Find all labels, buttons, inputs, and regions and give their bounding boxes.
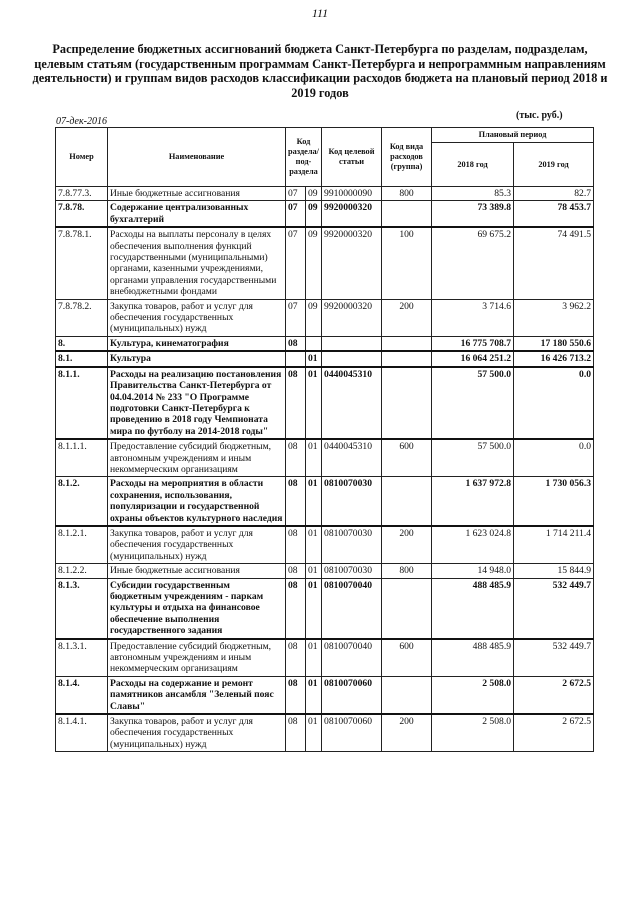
row-kind-code	[382, 201, 432, 227]
table-row	[56, 578, 594, 639]
row-value-2018: 73 389.8	[432, 201, 514, 227]
row-value-2018: 69 675.2	[432, 227, 514, 299]
row-name: Иные бюджетные ассигнования	[108, 564, 286, 578]
row-name: Предоставление субсидий бюджетным, автономным учреждениям и иным некоммерческим организациям	[108, 439, 286, 477]
header-2018: 2018 год	[432, 143, 514, 187]
table-row	[56, 714, 594, 752]
budget-table	[55, 127, 594, 752]
row-number: 7.8.78.	[56, 201, 108, 227]
row-value-2018: 3 714.6	[432, 299, 514, 336]
row-number: 8.1.3.1.	[56, 639, 108, 677]
row-value-2019: 15 844.9	[514, 564, 594, 578]
row-name: Расходы на реализацию постановления Правительства Санкт-Петербурга от 04.04.2014 № 233 "О Программе подготовки Санкт-Петербурга к проведению в 2018 году Чемпионата мира по футболу на 2014-2018 годы"	[108, 367, 286, 439]
table-row	[56, 201, 594, 227]
row-section-code: 07	[286, 299, 306, 336]
row-value-2019: 74 491.5	[514, 227, 594, 299]
table-row	[56, 439, 594, 477]
row-value-2018: 16 064 251.2	[432, 351, 514, 366]
row-value-2018: 488 485.9	[432, 639, 514, 677]
row-number: 8.1.4.	[56, 676, 108, 714]
row-target-code	[322, 351, 382, 366]
table-row	[56, 477, 594, 526]
row-name: Расходы на содержание и ремонт памятников ансамбля "Зеленый пояс Славы"	[108, 676, 286, 714]
row-subsection-code: 01	[306, 351, 322, 366]
row-value-2018: 1 637 972.8	[432, 477, 514, 526]
row-kind-code: 600	[382, 639, 432, 677]
row-target-code: 0810070040	[322, 639, 382, 677]
row-target-code: 9920000320	[322, 201, 382, 227]
table-body	[56, 187, 594, 752]
header-target: Код целевой статьи	[322, 128, 382, 187]
row-value-2018: 1 623 024.8	[432, 526, 514, 564]
row-section-code: 08	[286, 477, 306, 526]
row-value-2018: 2 508.0	[432, 714, 514, 752]
row-number: 8.1.1.	[56, 367, 108, 439]
row-section-code: 08	[286, 439, 306, 477]
row-section-code: 07	[286, 201, 306, 227]
row-number: 8.1.1.1.	[56, 439, 108, 477]
row-name: Культура	[108, 351, 286, 366]
row-value-2018: 488 485.9	[432, 578, 514, 639]
row-value-2019: 3 962.2	[514, 299, 594, 336]
row-value-2018: 57 500.0	[432, 439, 514, 477]
row-number: 7.8.77.3.	[56, 187, 108, 201]
row-kind-code	[382, 351, 432, 366]
row-value-2019: 0.0	[514, 367, 594, 439]
row-section-code	[286, 351, 306, 366]
row-value-2018: 16 775 708.7	[432, 336, 514, 351]
row-subsection-code	[306, 336, 322, 351]
row-name: Субсидии государственным бюджетным учреждениям - паркам культуры и отдыха на финансовое обеспечение выполнения государственного задания	[108, 578, 286, 639]
table-row	[56, 564, 594, 578]
table-row	[56, 299, 594, 336]
row-kind-code	[382, 477, 432, 526]
row-section-code: 08	[286, 676, 306, 714]
row-value-2019: 1 730 056.3	[514, 477, 594, 526]
row-value-2019: 17 180 550.6	[514, 336, 594, 351]
row-number: 8.1.	[56, 351, 108, 366]
row-target-code: 9920000320	[322, 227, 382, 299]
row-kind-code: 800	[382, 187, 432, 201]
table-row	[56, 351, 594, 366]
row-target-code: 0810070060	[322, 676, 382, 714]
row-value-2019: 2 672.5	[514, 676, 594, 714]
row-number: 8.1.4.1.	[56, 714, 108, 752]
row-section-code: 08	[286, 367, 306, 439]
row-kind-code: 800	[382, 564, 432, 578]
row-subsection-code: 01	[306, 439, 322, 477]
row-target-code: 0810070030	[322, 477, 382, 526]
document-date: 07-дек-2016	[56, 116, 107, 127]
row-number: 7.8.78.1.	[56, 227, 108, 299]
row-subsection-code: 01	[306, 526, 322, 564]
header-planned: Плановый период	[432, 128, 594, 143]
row-section-code: 08	[286, 336, 306, 351]
row-number: 8.1.3.	[56, 578, 108, 639]
row-subsection-code: 09	[306, 299, 322, 336]
row-name: Расходы на выплаты персоналу в целях обеспечения выполнения функций государственными (муниципальными) органами, казенными учреждениями, органами управления государственными внебюджетными фондами	[108, 227, 286, 299]
row-section-code: 07	[286, 187, 306, 201]
row-target-code	[322, 336, 382, 351]
row-value-2019: 532 449.7	[514, 578, 594, 639]
table-row	[56, 367, 594, 439]
row-value-2019: 16 426 713.2	[514, 351, 594, 366]
row-kind-code: 200	[382, 299, 432, 336]
row-section-code: 08	[286, 639, 306, 677]
header-name: Наименование	[108, 128, 286, 187]
table-row	[56, 676, 594, 714]
row-value-2018: 2 508.0	[432, 676, 514, 714]
row-subsection-code: 01	[306, 477, 322, 526]
row-number: 8.1.2.1.	[56, 526, 108, 564]
row-subsection-code: 01	[306, 578, 322, 639]
row-value-2019: 1 714 211.4	[514, 526, 594, 564]
table-row	[56, 526, 594, 564]
row-target-code: 9920000320	[322, 299, 382, 336]
row-target-code: 0440045310	[322, 367, 382, 439]
row-name: Содержание централизованных бухгалтерий	[108, 201, 286, 227]
row-kind-code	[382, 676, 432, 714]
row-target-code: 0810070060	[322, 714, 382, 752]
row-kind-code	[382, 578, 432, 639]
row-number: 8.1.2.	[56, 477, 108, 526]
row-subsection-code: 01	[306, 367, 322, 439]
row-target-code: 9910000090	[322, 187, 382, 201]
row-kind-code	[382, 367, 432, 439]
row-subsection-code: 01	[306, 564, 322, 578]
row-value-2018: 57 500.0	[432, 367, 514, 439]
table-row	[56, 187, 594, 201]
row-subsection-code: 01	[306, 639, 322, 677]
row-name: Закупка товаров, работ и услуг для обеспечения государственных (муниципальных) нужд	[108, 714, 286, 752]
row-subsection-code: 01	[306, 714, 322, 752]
header-section: Код раздела/ под-раздела	[286, 128, 322, 187]
row-kind-code	[382, 336, 432, 351]
row-section-code: 08	[286, 564, 306, 578]
row-number: 8.	[56, 336, 108, 351]
row-target-code: 0810070030	[322, 564, 382, 578]
row-name: Расходы на мероприятия в области сохранения, использования, популяризации и государственной охраны объектов культурного наследия	[108, 477, 286, 526]
table-row	[56, 639, 594, 677]
row-number: 7.8.78.2.	[56, 299, 108, 336]
row-section-code: 08	[286, 526, 306, 564]
row-value-2019: 82.7	[514, 187, 594, 201]
row-number: 8.1.2.2.	[56, 564, 108, 578]
row-subsection-code: 01	[306, 676, 322, 714]
row-target-code: 0440045310	[322, 439, 382, 477]
row-target-code: 0810070040	[322, 578, 382, 639]
row-value-2019: 532 449.7	[514, 639, 594, 677]
row-kind-code: 200	[382, 526, 432, 564]
row-name: Закупка товаров, работ и услуг для обеспечения государственных (муниципальных) нужд	[108, 526, 286, 564]
table-row	[56, 336, 594, 351]
row-name: Культура, кинематография	[108, 336, 286, 351]
document-title: Распределение бюджетных ассигнований бюджета Санкт-Петербурга по разделам, подразделам, целевым статьям (государственным программам Санкт-Петербурга и непрограммным направлениям деятельности) и группам видов расходов классификации расходов бюджета на плановый период 2018 и 2019 годов	[32, 42, 608, 100]
table-header-row	[56, 128, 594, 143]
row-section-code: 08	[286, 578, 306, 639]
table-row	[56, 227, 594, 299]
header-2019: 2019 год	[514, 143, 594, 187]
row-subsection-code: 09	[306, 227, 322, 299]
row-subsection-code: 09	[306, 187, 322, 201]
row-kind-code: 200	[382, 714, 432, 752]
row-value-2018: 14 948.0	[432, 564, 514, 578]
row-section-code: 07	[286, 227, 306, 299]
row-name: Предоставление субсидий бюджетным, автономным учреждениям и иным некоммерческим организациям	[108, 639, 286, 677]
row-value-2019: 0.0	[514, 439, 594, 477]
row-subsection-code: 09	[306, 201, 322, 227]
page-number: 111	[311, 6, 329, 20]
row-kind-code: 100	[382, 227, 432, 299]
header-number: Номер	[56, 128, 108, 187]
row-name: Закупка товаров, работ и услуг для обеспечения государственных (муниципальных) нужд	[108, 299, 286, 336]
row-value-2019: 2 672.5	[514, 714, 594, 752]
header-kind: Код вида расходов (группа)	[382, 128, 432, 187]
row-target-code: 0810070030	[322, 526, 382, 564]
row-value-2018: 85.3	[432, 187, 514, 201]
units-label: (тыс. руб.)	[516, 110, 563, 121]
row-kind-code: 600	[382, 439, 432, 477]
row-section-code: 08	[286, 714, 306, 752]
row-name: Иные бюджетные ассигнования	[108, 187, 286, 201]
row-value-2019: 78 453.7	[514, 201, 594, 227]
